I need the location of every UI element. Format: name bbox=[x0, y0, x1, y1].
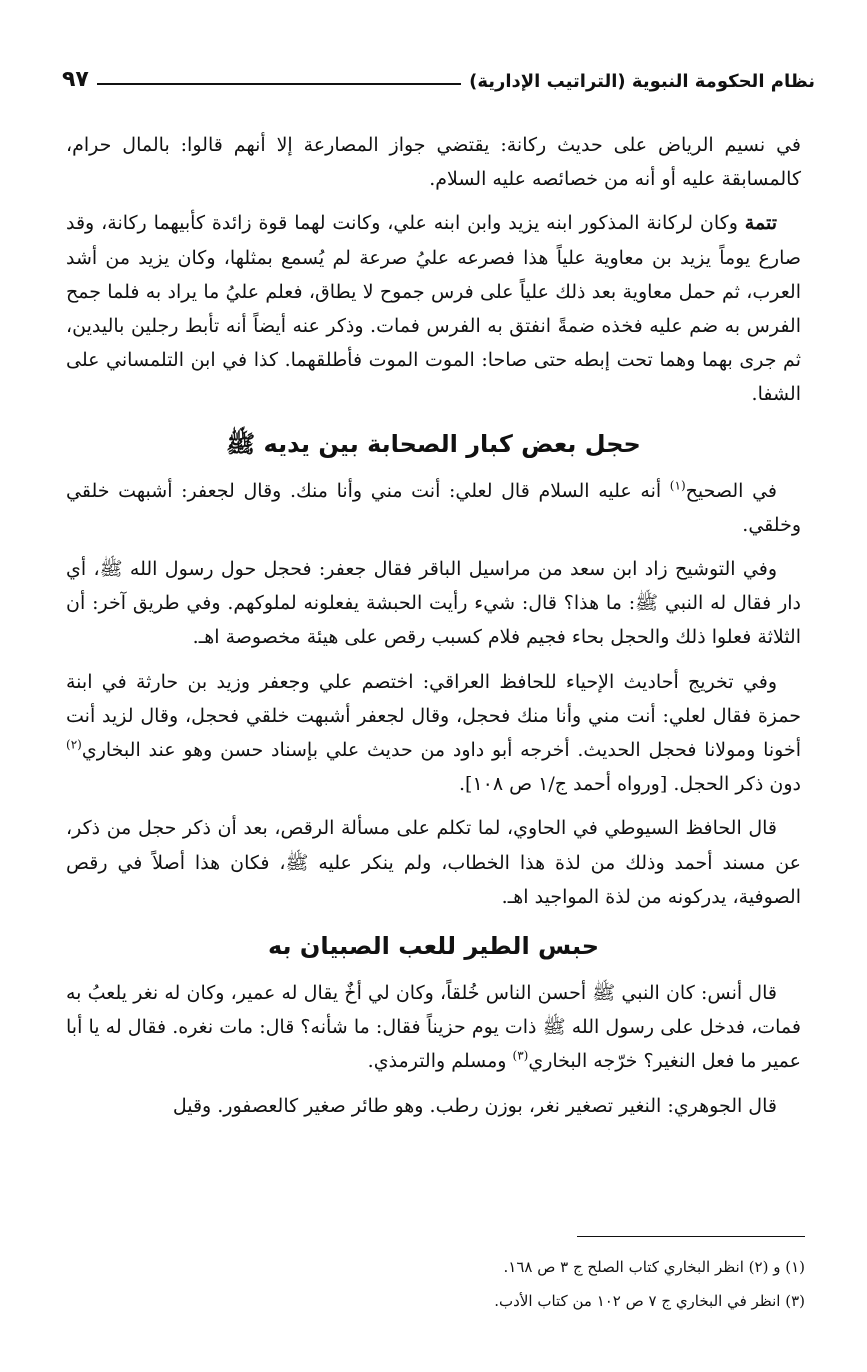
footnote-ref-2[interactable]: (٢) bbox=[66, 737, 82, 752]
footnote-2: (٣) انظر في البخاري ج ٧ ص ١٠٢ من كتاب الأدب. bbox=[494, 1292, 805, 1310]
paragraph-4: وفي التوشيح زاد ابن سعد من مراسيل الباقر فقال جعفر: فحجل حول رسول الله ﷺ، أي دار فقال له النبي ﷺ: ما هذا؟ قال: شيء رأيت الحبشة يفعلونه لملوكهم. وفي طريق آخر: أن الثلاثة فعلوا ذلك والحجل بحاء فجيم فلام كسبب رقص على هيئة مخصوصة اهـ. bbox=[66, 558, 801, 649]
paragraph-3-text-a: في الصحيح bbox=[685, 479, 777, 502]
page-number: ٩٧ bbox=[62, 67, 89, 92]
paragraph-6: قال الحافظ السيوطي في الحاوي، لما تكلم على مسألة الرقص، بعد أن ذكر حجل من ذكر، عن مسند أحمد وذلك من لذة هذا الخطاب، ولم ينكر عليه ﷺ، فكان هذا أصلاً في رقص الصوفية، يدركونه من لذة المواجيد اهـ. bbox=[66, 817, 801, 908]
paragraph-2-text: وكان لركانة المذكور ابنه يزيد وابن ابنه علي، وكانت لهما قوة زائدة كأبيهما ركانة، وقد صارع يوماً يزيد بن معاوية علياً هذا فصرعه عليُ صرعة لم يُسمع بمثلها، وكان يزيد من أشد العرب، ثم حمل معاوية بعد ذلك علياً على فرس جموح لا يطاق، فعلم عليُ ما يراد به فلما جمح الفرس به ضم عليه فخذه ضمةً انفتق به الفرس فمات. وذكر عنه أيضاً أنه تأبط رجلين باليدين، ثم جرى بهما وهما تحت إبطه حتى صاحا: الموت الموت فأطلقهما. كذا في ابن التلمساني على الشفا. bbox=[66, 212, 801, 406]
footnote-1: (١) و (٢) انظر البخاري كتاب الصلح ج ٣ ص ١٦٨. bbox=[503, 1258, 805, 1276]
paragraph-8: قال الجوهري: النغير تصغير نغر، بوزن رطب. وهو طائر صغير كالعصفور. وقيل bbox=[172, 1094, 777, 1117]
footnote-divider bbox=[577, 1236, 805, 1237]
footnote-ref-3[interactable]: (٣) bbox=[512, 1049, 529, 1064]
paragraph-5 bbox=[66, 665, 801, 802]
paragraph-3 bbox=[66, 474, 801, 542]
paragraph-5-text-a: وفي تخريج أحاديث الإحياء للحافظ العراقي: اختصم علي وجعفر وزيد بن حارثة في ابنة حمزة فقال لعلي: أنت مني وأنا منك فحجل، وقال لجعفر أشبهت خلقي فحجل، وقال لزيد أنت أخونا ومولانا فحجل الحديث. أخرجه أبو داود من حديث علي بإسناد حسن وهو عند البخاري bbox=[66, 670, 801, 762]
paragraph-7-text-a: قال أنس: كان النبي ﷺ أحسن الناس خُلقاً، وكان لي أخٌ يقال له عمير، وكان له نغر يلعبُ به فمات، فدخل على رسول الله ﷺ ذات يوم حزيناً فقال: ما شأنه؟ قال: مات نغره. فقال له يا أبا عمير ما فعل النغير؟ خرّجه البخاري bbox=[66, 982, 801, 1073]
paragraph-3-text-b: أنه عليه السلام قال لعلي: أنت مني وأنا منك. وقال لجعفر: أشبهت خلقي وخلقي. bbox=[66, 479, 801, 536]
running-title: نظام الحكومة النبوية (التراتيب الإدارية) bbox=[469, 71, 815, 92]
paragraph-7 bbox=[66, 976, 801, 1079]
paragraph-1: في نسيم الرياض على حديث ركانة: يقتضي جواز المصارعة إلا أنهم قالوا: بالمال حرام، كالمسابقة عليه أو أنه من خصائصه عليه السلام. bbox=[66, 134, 801, 191]
header-rule bbox=[97, 83, 461, 85]
section-heading-dancing: حجل بعض كبار الصحابة بين يديه ﷺ bbox=[226, 429, 641, 458]
section-heading-birds: حبس الطير للعب الصبيان به bbox=[267, 932, 600, 961]
footnotes bbox=[66, 1250, 805, 1318]
paragraph-2-lead: تتمة bbox=[744, 212, 777, 235]
footnote-ref-1[interactable]: (١) bbox=[669, 478, 686, 493]
paragraph-2 bbox=[66, 206, 801, 411]
paragraph-7-text-b: ومسلم والترمذي. bbox=[367, 1050, 513, 1073]
body-text bbox=[66, 128, 801, 1133]
paragraph-5-text-b: دون ذكر الحجل. [ورواه أحمد ج/١ ص ١٠٨]. bbox=[459, 773, 801, 796]
running-header bbox=[62, 58, 815, 92]
